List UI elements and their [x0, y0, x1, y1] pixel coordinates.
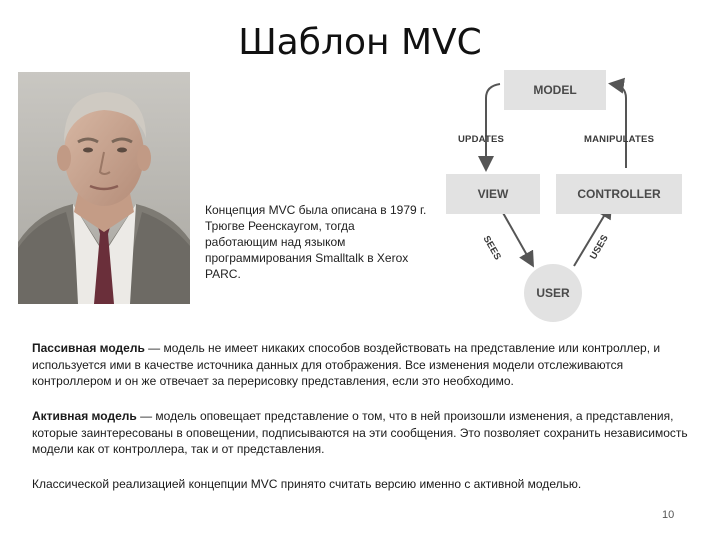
uses-label: USES: [588, 232, 611, 262]
manipulates-label: MANIPULATES: [584, 134, 655, 145]
updates-label: UPDATES: [458, 134, 505, 145]
active-model-text: — модель оповещает представление о том, что в ней произошли изменения, а представления, которые заинтересованы в оповещении, подписываются на эти сообщения. Это позволяет сохранить независимость модели как от контроллера, так и от представления.: [32, 409, 688, 456]
slide-title: Шаблон MVC: [238, 22, 482, 63]
portrait-caption: Концепция MVC была описана в 1979 г. Трюгве Реенскаугом, тогда работающим над языком программирования Smalltalk в Xerox PARC.: [205, 203, 427, 281]
user-circle: USER: [524, 264, 582, 322]
passive-model-paragraph: [32, 340, 692, 390]
model-box: MODEL: [504, 70, 606, 110]
active-model-paragraph: [32, 408, 692, 458]
passive-model-text: — модель не имеет никаких способов воздействовать на представление или контроллер, и используется ими в качестве источника данных для отображения. Все изменения модели отслеживаются контроллером и он же отвечает за перерисовку представления, если это необходимо.: [32, 341, 661, 388]
passive-model-term: Пассивная модель: [32, 341, 145, 355]
sees-label: SEES: [480, 234, 504, 263]
view-box: VIEW: [446, 174, 540, 214]
updates-arrow: [486, 84, 500, 168]
controller-box: CONTROLLER: [556, 174, 682, 214]
page-number: 10: [662, 509, 675, 521]
portrait-photo: [18, 72, 190, 304]
manipulates-arrow: [612, 84, 626, 168]
active-model-term: Активная модель: [32, 409, 137, 423]
mvc-diagram: [440, 68, 710, 330]
classic-implementation-paragraph: Классической реализацией концепции MVC принято считать версию именно с активной моделью.: [32, 477, 582, 491]
